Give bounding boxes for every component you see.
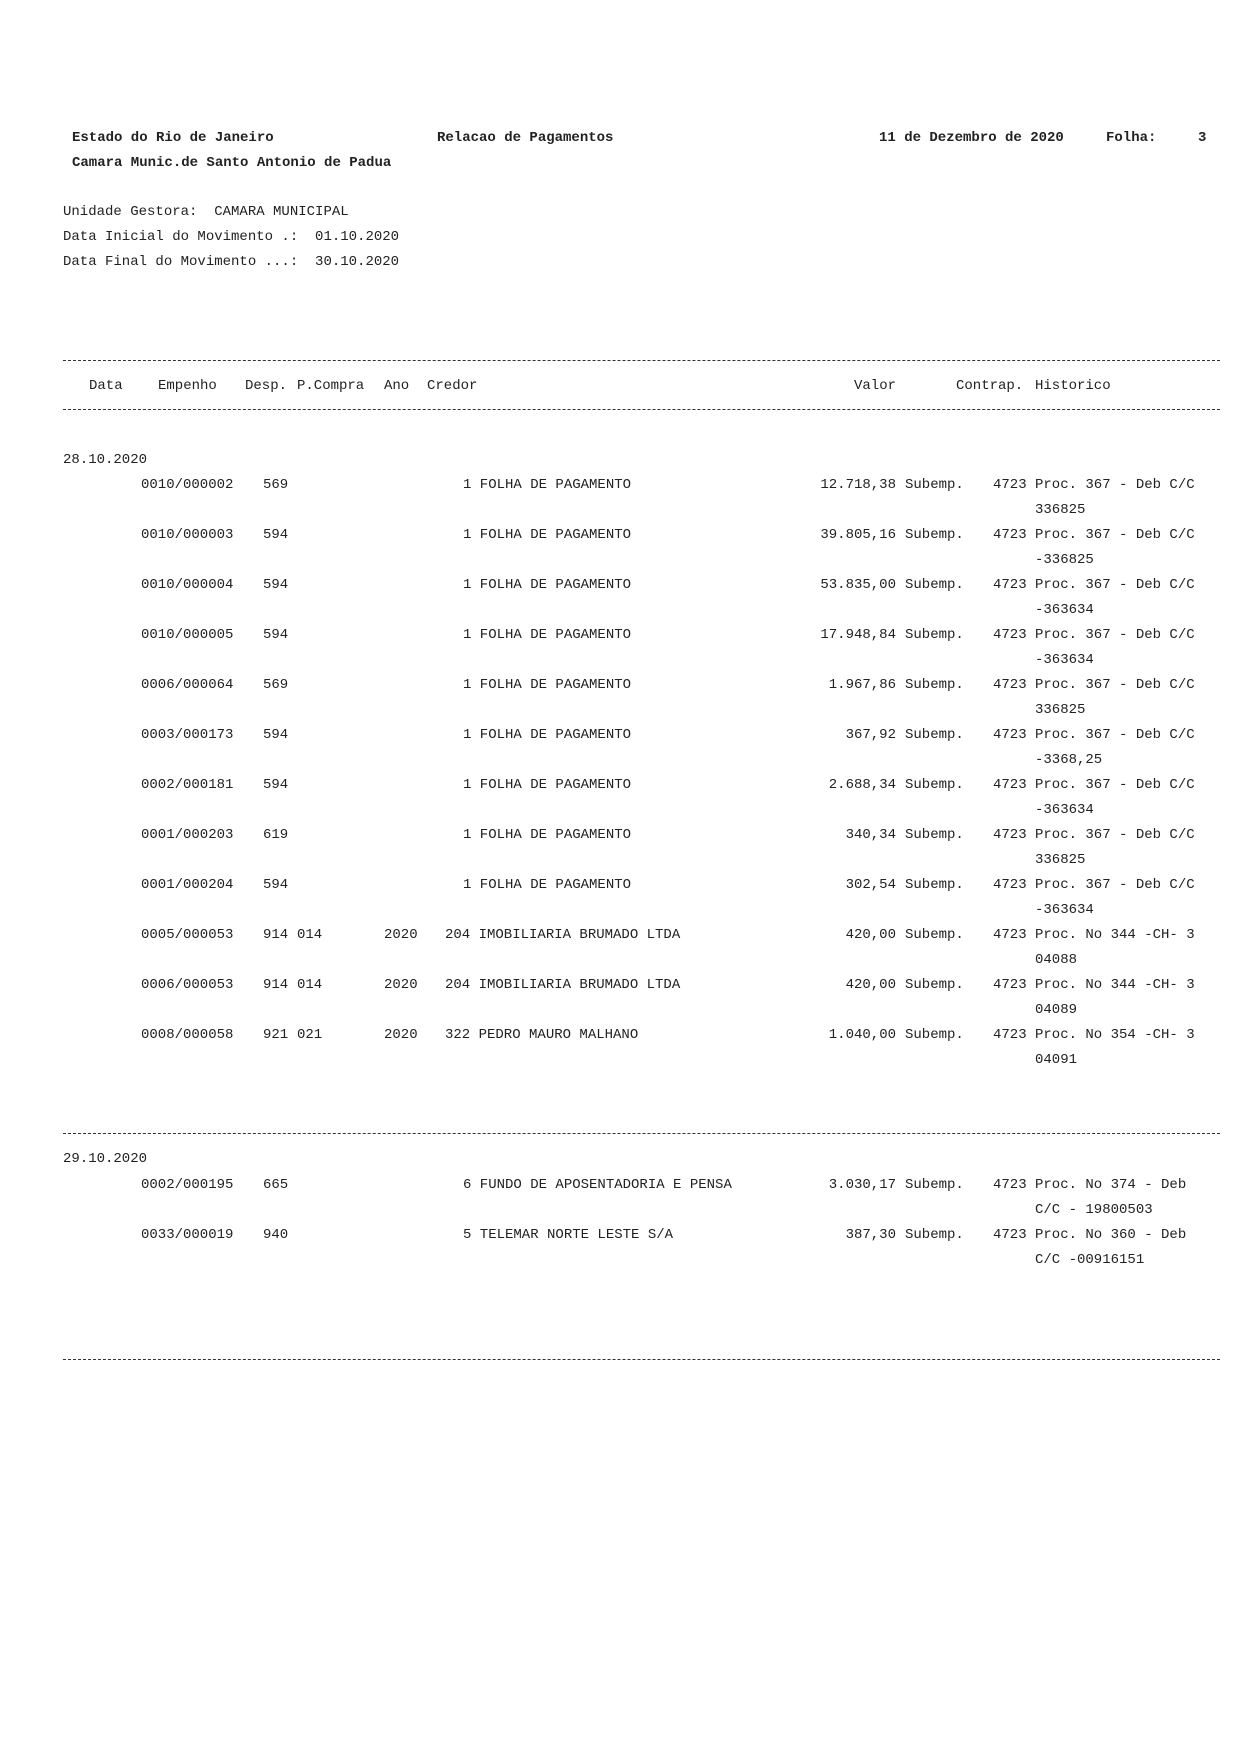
historico-cont: -3368,25 [1035,752,1103,768]
desp: 569 [263,477,289,493]
empenho: 0001/000203 [141,827,234,843]
historico: Proc. 367 - Deb C/C [1035,827,1195,843]
valor: 420,00 [845,927,896,943]
historico: Proc. 367 - Deb C/C [1035,877,1195,893]
valor: 1.040,00 [828,1027,896,1043]
valor: 340,34 [845,827,896,843]
col-valor: Valor [854,378,897,394]
historico: Proc. 367 - Deb C/C [1035,477,1195,493]
pcompra: 014 [297,927,323,943]
empenho: 0008/000058 [141,1027,234,1043]
ano: 2020 [384,927,418,943]
credor: 1 FOLHA DE PAGAMENTO [463,827,632,843]
contrap: 4723 [993,627,1027,643]
desp: 665 [263,1177,289,1193]
valor: 17.948,84 [820,627,896,643]
historico-cont: 336825 [1035,852,1086,868]
tipo: Subemp. [905,827,964,843]
divider-group [63,1133,1220,1134]
historico: Proc. 367 - Deb C/C [1035,677,1195,693]
historico-cont: 04088 [1035,952,1078,968]
historico: Proc. 367 - Deb C/C [1035,527,1195,543]
credor: 204 IMOBILIARIA BRUMADO LTDA [445,977,681,993]
credor: 1 FOLHA DE PAGAMENTO [463,577,632,593]
desp: 569 [263,677,289,693]
credor: 1 FOLHA DE PAGAMENTO [463,527,632,543]
contrap: 4723 [993,977,1027,993]
historico: Proc. 367 - Deb C/C [1035,577,1195,593]
tipo: Subemp. [905,477,964,493]
valor: 1.967,86 [828,677,896,693]
historico: Proc. 367 - Deb C/C [1035,627,1195,643]
contrap: 4723 [993,827,1027,843]
valor: 53.835,00 [820,577,896,593]
historico-cont: -336825 [1035,552,1094,568]
divider-header [63,409,1220,410]
credor: 1 FOLHA DE PAGAMENTO [463,777,632,793]
historico-cont: -363634 [1035,652,1094,668]
valor: 302,54 [845,877,896,893]
col-credor: Credor [427,378,478,394]
tipo: Subemp. [905,877,964,893]
credor: 322 PEDRO MAURO MALHANO [445,1027,639,1043]
empenho: 0001/000204 [141,877,234,893]
contrap: 4723 [993,927,1027,943]
ano: 2020 [384,1027,418,1043]
tipo: Subemp. [905,627,964,643]
group-date: 28.10.2020 [63,452,148,468]
ano: 2020 [384,977,418,993]
historico-cont: 04091 [1035,1052,1078,1068]
contrap: 4723 [993,877,1027,893]
col-desp: Desp. [245,378,288,394]
historico-cont: C/C - 19800503 [1035,1202,1153,1218]
empenho: 0010/000003 [141,527,234,543]
contrap: 4723 [993,1177,1027,1193]
tipo: Subemp. [905,1027,964,1043]
historico-cont: -363634 [1035,902,1094,918]
group-date: 29.10.2020 [63,1151,148,1167]
credor: 6 FUNDO DE APOSENTADORIA E PENSA [463,1177,732,1193]
empenho: 0010/000004 [141,577,234,593]
desp: 594 [263,877,289,893]
historico-cont: 336825 [1035,702,1086,718]
empenho: 0010/000005 [141,627,234,643]
desp: 594 [263,627,289,643]
report-date: 11 de Dezembro de 2020 [879,130,1064,146]
credor: 1 FOLHA DE PAGAMENTO [463,677,632,693]
historico-cont: 336825 [1035,502,1086,518]
col-historico: Historico [1035,378,1111,394]
col-ano: Ano [384,378,410,394]
empenho: 0033/000019 [141,1227,234,1243]
tipo: Subemp. [905,577,964,593]
tipo: Subemp. [905,727,964,743]
historico: Proc. No 344 -CH- 3 [1035,927,1195,943]
desp: 594 [263,777,289,793]
historico-cont: 04089 [1035,1002,1078,1018]
desp: 914 [263,927,289,943]
valor: 367,92 [845,727,896,743]
contrap: 4723 [993,777,1027,793]
credor: 1 FOLHA DE PAGAMENTO [463,877,632,893]
data-final: Data Final do Movimento ...: 30.10.2020 [63,254,400,270]
tipo: Subemp. [905,927,964,943]
empenho: 0003/000173 [141,727,234,743]
desp: 594 [263,727,289,743]
historico: Proc. No 344 -CH- 3 [1035,977,1195,993]
tipo: Subemp. [905,527,964,543]
historico: Proc. 367 - Deb C/C [1035,777,1195,793]
page-number: 3 [1198,130,1207,146]
historico: Proc. No 354 -CH- 3 [1035,1027,1195,1043]
contrap: 4723 [993,577,1027,593]
state-name: Estado do Rio de Janeiro [72,130,274,146]
valor: 12.718,38 [820,477,896,493]
desp: 619 [263,827,289,843]
contrap: 4723 [993,1227,1027,1243]
contrap: 4723 [993,477,1027,493]
tipo: Subemp. [905,1227,964,1243]
empenho: 0006/000053 [141,977,234,993]
historico-cont: -363634 [1035,602,1094,618]
page-label: Folha: [1106,130,1157,146]
valor: 3.030,17 [828,1177,896,1193]
pcompra: 021 [297,1027,323,1043]
tipo: Subemp. [905,977,964,993]
desp: 594 [263,577,289,593]
desp: 914 [263,977,289,993]
historico: Proc. No 374 - Deb [1035,1177,1187,1193]
contrap: 4723 [993,1027,1027,1043]
divider-bottom [63,1359,1220,1360]
historico: Proc. 367 - Deb C/C [1035,727,1195,743]
historico-cont: C/C -00916151 [1035,1252,1145,1268]
credor: 1 FOLHA DE PAGAMENTO [463,477,632,493]
valor: 387,30 [845,1227,896,1243]
credor: 5 TELEMAR NORTE LESTE S/A [463,1227,674,1243]
credor: 1 FOLHA DE PAGAMENTO [463,627,632,643]
unidade-gestora: Unidade Gestora: CAMARA MUNICIPAL [63,204,349,220]
valor: 2.688,34 [828,777,896,793]
pcompra: 014 [297,977,323,993]
tipo: Subemp. [905,777,964,793]
contrap: 4723 [993,677,1027,693]
empenho: 0005/000053 [141,927,234,943]
empenho: 0006/000064 [141,677,234,693]
historico-cont: -363634 [1035,802,1094,818]
desp: 594 [263,527,289,543]
historico: Proc. No 360 - Deb [1035,1227,1187,1243]
contrap: 4723 [993,527,1027,543]
report-title: Relacao de Pagamentos [437,130,614,146]
divider-top [63,360,1220,361]
desp: 921 [263,1027,289,1043]
desp: 940 [263,1227,289,1243]
col-pcompra: P.Compra [297,378,365,394]
data-inicial: Data Inicial do Movimento .: 01.10.2020 [63,229,400,245]
credor: 204 IMOBILIARIA BRUMADO LTDA [445,927,681,943]
chamber-name: Camara Munic.de Santo Antonio de Padua [72,155,392,171]
col-contrap: Contrap. [956,378,1024,394]
contrap: 4723 [993,727,1027,743]
col-data: Data [89,378,123,394]
empenho: 0002/000195 [141,1177,234,1193]
empenho: 0002/000181 [141,777,234,793]
valor: 420,00 [845,977,896,993]
col-empenho: Empenho [158,378,217,394]
tipo: Subemp. [905,677,964,693]
tipo: Subemp. [905,1177,964,1193]
credor: 1 FOLHA DE PAGAMENTO [463,727,632,743]
empenho: 0010/000002 [141,477,234,493]
valor: 39.805,16 [820,527,896,543]
